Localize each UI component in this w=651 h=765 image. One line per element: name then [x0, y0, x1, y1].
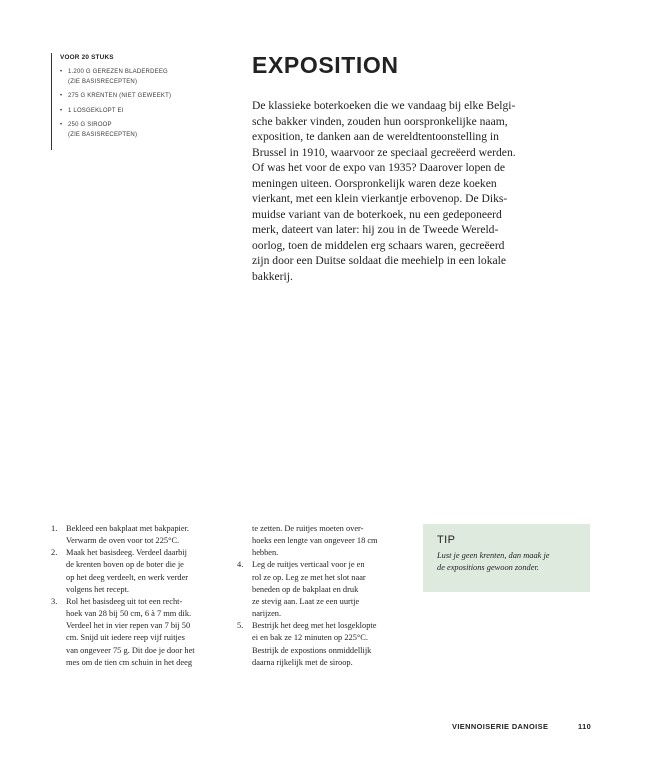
ingredients-list: [60, 68, 211, 141]
step-line: hebben.: [252, 548, 279, 558]
step-line: Rol het basisdeeg uit tot een recht-: [66, 596, 183, 606]
step-line: rol ze op. Leg ze met het slot naar: [252, 572, 366, 582]
intro-line: merk, dateert van later: hij zou in de Tweede Wereld-: [252, 223, 499, 236]
step-line: de krenten boven op de boter die je: [66, 560, 184, 570]
ingredient-item: [60, 121, 211, 140]
step-5: [237, 620, 417, 669]
step-4: [237, 559, 417, 620]
intro-line: exposition, te danken aan de wereldtentoonstelling in: [252, 130, 499, 143]
step-1: [51, 523, 231, 547]
intro-line: meningen uiteen. Oorspronkelijk waren deze koeken: [252, 176, 497, 190]
ingredient-item: [60, 107, 211, 117]
step-line: mes om de tien cm schuin in het deeg: [66, 657, 193, 667]
step-line: Verwarm de oven voor tot 225°C.: [66, 536, 180, 546]
steps-column-1: [51, 523, 231, 669]
step-line: Bekleed een bakplaat met bakpapier.: [66, 524, 190, 533]
step-line: cm. Snijd uit iedere reep vijf ruitjes: [66, 633, 185, 643]
step-line: ze stevig aan. Laat ze een uurtje: [252, 596, 360, 606]
intro-paragraph: [252, 98, 552, 284]
intro-line: sche bakker vinden, zouden hun oorspronkelijke naam,: [252, 114, 508, 128]
step-line: daarna rijkelijk met de siroop.: [252, 657, 353, 667]
step-number: 4.: [237, 560, 244, 570]
step-line: hoek van 28 bij 50 cm, 6 à 7 mm dik.: [66, 609, 192, 619]
step-number: 2.: [51, 548, 58, 558]
intro-line: De klassieke boterkoeken die we vandaag bij elke Belgi-: [252, 99, 516, 112]
intro-line: zijn door een Duitse soldaat die meehielp in een lokale: [252, 254, 507, 267]
ingredient-item: [60, 92, 211, 102]
page-number: 110: [578, 722, 592, 731]
intro-line: oorlog, toen de middelen erg schaars waren, gecreëerd: [252, 238, 505, 252]
steps-column-2: [237, 523, 417, 669]
step-line: op het deeg verdeelt, en werk verder: [66, 572, 189, 582]
ingredient-note: (ZIE BASISRECEPTEN): [68, 131, 138, 138]
tip-line: de expositions gewoon zonder.: [437, 563, 539, 573]
step-line: Bestrijk de expostions onmiddellijk: [252, 645, 372, 655]
step-line: Bestrijk het deeg met het losgeklopte: [252, 621, 377, 631]
ingredient-note: (ZIE BASISRECEPTEN): [68, 78, 138, 85]
step-3: [51, 596, 231, 669]
step-2: [51, 547, 231, 596]
intro-line: Brussel in 1910, waarvoor ze speciaal gecreëerd werden.: [252, 145, 516, 159]
ingredient-text: • 1 LOSGEKLOPT EI: [68, 107, 124, 114]
tip-box: [423, 524, 590, 592]
step-line: narijzen.: [252, 609, 282, 619]
step-number: 5.: [237, 621, 244, 631]
step-line: volgens het recept.: [66, 584, 130, 594]
intro-line: bakkerij.: [252, 269, 293, 283]
step-line: van ongeveer 75 g. Dit doe je door het: [66, 645, 195, 655]
ingredients-heading: VOOR 20 STUKS: [60, 54, 114, 61]
tip-line: Lust je geen krenten, dan maak je: [437, 551, 550, 560]
ingredient-text: • 275 G KRENTEN (NIET GEWEEKT): [68, 93, 172, 100]
ingredient-item: [60, 68, 211, 87]
ingredient-text: • 1.200 G GEREZEN BLADERDEEG: [68, 69, 168, 75]
step-3-continuation: [237, 523, 417, 559]
ingredient-text: • 250 G SIROOP: [68, 122, 112, 129]
intro-line: muidse variant van de boterkoek, nu een gedeponeerd: [252, 207, 502, 221]
footer-section-title: VIENNOISERIE DANOISE: [452, 722, 549, 731]
step-line: Maak het basisdeeg. Verdeel daarbij: [66, 548, 188, 558]
step-line: hoeks een lengte van ongeveer 18 cm: [252, 536, 378, 546]
tip-body: [437, 550, 578, 574]
step-line: beneden op de bakplaat en druk: [252, 584, 359, 594]
intro-line: vierkant, met een klein vierkantje erbovenop. De Diks-: [252, 192, 508, 205]
step-line: te zetten. De ruitjes moeten over-: [252, 524, 364, 533]
step-number: 1.: [51, 524, 58, 533]
intro-line: Of was het voor de expo van 1935? Daarover lopen de: [252, 161, 506, 174]
step-line: ei en bak ze 12 minuten op 225°C.: [252, 633, 368, 643]
step-number: 3.: [51, 596, 58, 606]
recipe-title: EXPOSITION: [252, 52, 399, 78]
step-line: Leg de ruitjes verticaal voor je en: [252, 560, 365, 570]
tip-title: TIP: [437, 534, 456, 546]
ingredients-panel: [51, 53, 211, 150]
step-line: Verdeel het in vier repen van 7 bij 50: [66, 621, 191, 631]
